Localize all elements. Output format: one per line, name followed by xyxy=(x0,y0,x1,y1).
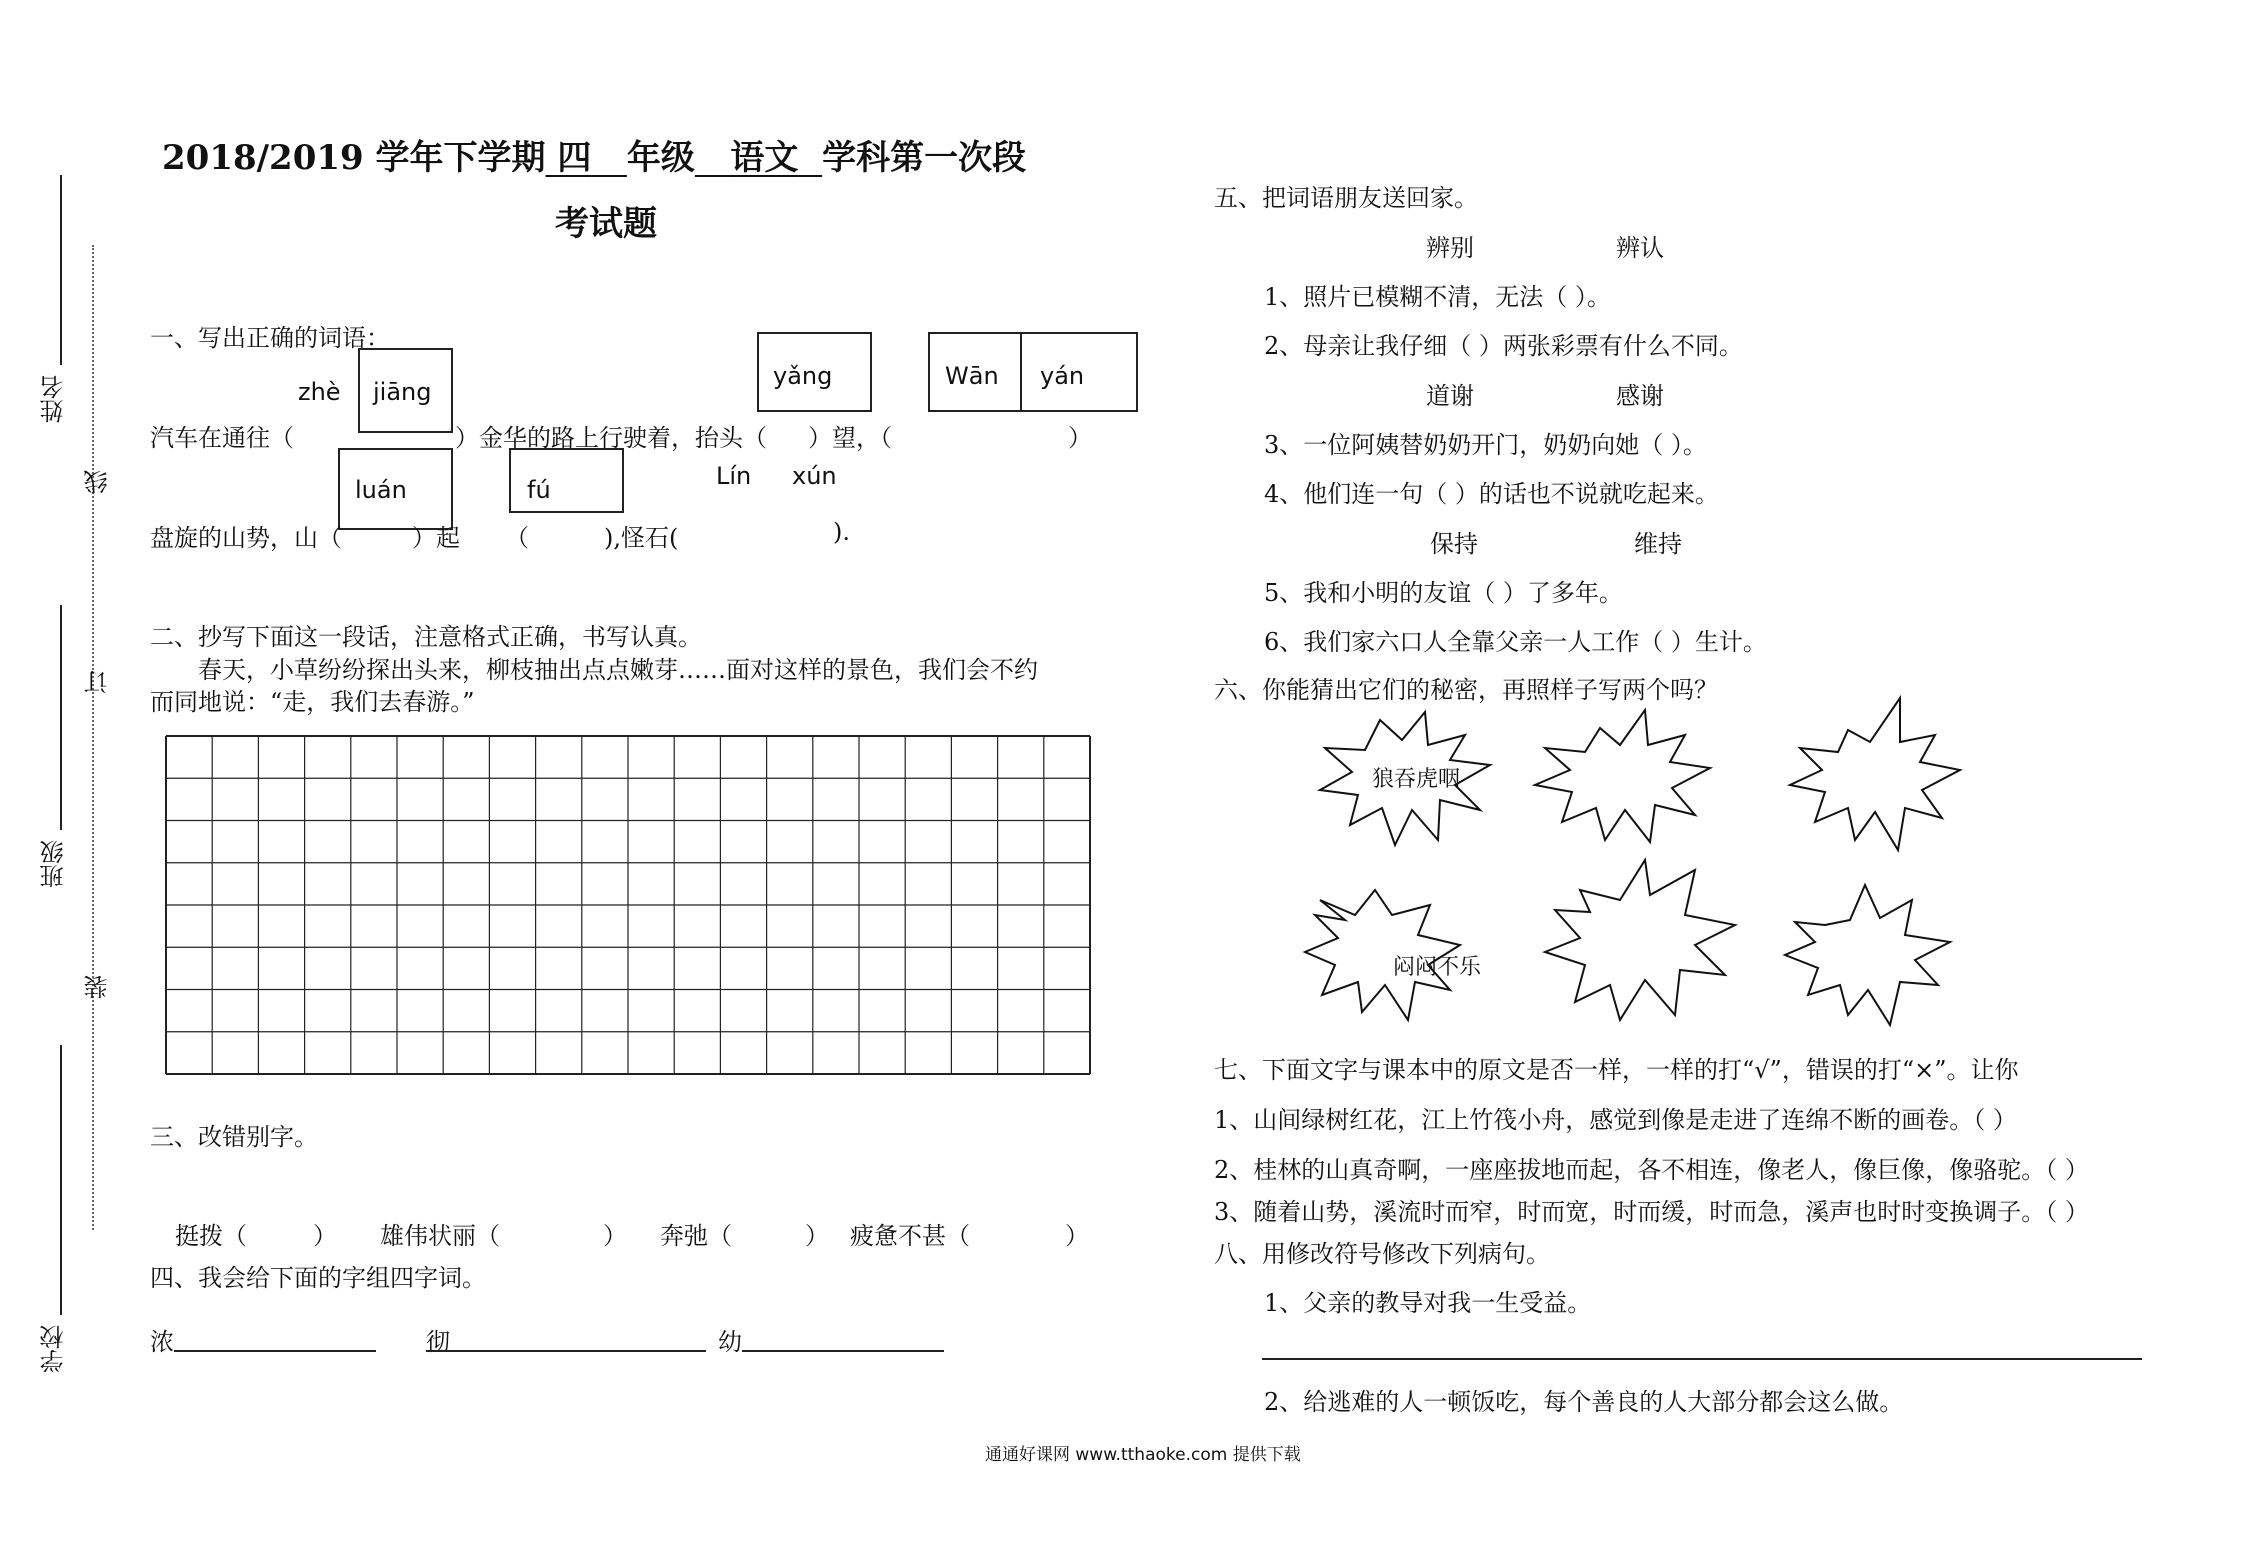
pinyin-yang: yǎng xyxy=(773,362,833,390)
pinyin-xun: xún xyxy=(792,462,837,490)
pinyin-zhe: zhè xyxy=(298,378,341,406)
pinyin-wan: Wān xyxy=(945,362,999,390)
q3-item4-close: ） xyxy=(1065,1222,1089,1250)
pinyin-luan: luán xyxy=(355,476,407,504)
pinyin-fu: fú xyxy=(527,476,551,504)
binding-line-mid xyxy=(60,605,62,830)
footer-credit: 通通好课网 www.tthaoke.com 提供下载 xyxy=(985,1445,1301,1465)
line-label: 线 xyxy=(84,470,112,494)
q3-item4: 疲惫不甚（ xyxy=(850,1222,970,1250)
q3-item3: 奔弛（ xyxy=(660,1222,732,1250)
school-label: 学校 xyxy=(40,1325,68,1373)
q1-sentence1-c: ）望，（ xyxy=(808,424,892,452)
q3-item2: 雄伟状丽（ xyxy=(380,1222,500,1250)
q3-item1: 挺拨（ xyxy=(175,1222,247,1250)
q2-heading: 二、抄写下面这一段话，注意格式正确，书写认真。 xyxy=(150,623,702,651)
q5-pair1-word1: 辨别 xyxy=(1426,234,1474,262)
q2-passage-line2: 而同地说：“走，我们去春游。” xyxy=(150,688,475,716)
q5-sentence4: 4、他们连一句（ ）的话也不说就吃起来。 xyxy=(1264,480,1719,508)
q5-sentence1: 1、照片已模糊不清，无法（ ）。 xyxy=(1264,283,1611,311)
name-label: 姓名 xyxy=(40,375,68,423)
q1-sentence1-a: 汽车在通往（ xyxy=(150,424,294,452)
title-prefix: 2018/2019 学年下学期 xyxy=(162,138,546,178)
q8-sentence1: 1、父亲的教导对我一生受益。 xyxy=(1264,1289,1592,1317)
binding-line-top xyxy=(60,175,62,365)
q5-sentence3: 3、一位阿姨替奶奶开门，奶奶向她（ ）。 xyxy=(1264,431,1707,459)
q3-item2-close: ） xyxy=(603,1222,627,1250)
q8-heading: 八、用修改符号修改下列病句。 xyxy=(1214,1240,1550,1268)
q5-pair2-word1: 道谢 xyxy=(1426,382,1474,410)
q4-char-che: 彻 xyxy=(426,1328,450,1356)
burst-blank4 xyxy=(1785,885,1950,1025)
title-grade: 四 xyxy=(557,138,592,178)
page-subtitle: 考试题 xyxy=(555,204,657,244)
q5-sentence2: 2、母亲让我仔细（ ）两张彩票有什么不同。 xyxy=(1264,332,1743,360)
q7-sentence1: 1、山间绿树红花，江上竹筏小舟，感觉到像是走进了连绵不断的画卷。（ ） xyxy=(1214,1106,2017,1134)
pinyin-box-divider xyxy=(1020,332,1022,412)
q1-sentence2-e: ). xyxy=(833,518,850,546)
q5-pair1-word2: 辨认 xyxy=(1616,234,1664,262)
zhuang-label: 装 xyxy=(84,975,112,999)
q8-sentence2: 2、给逃难的人一顿饭吃，每个善良的人大部分都会这么做。 xyxy=(1264,1388,1904,1416)
q8-answer-line[interactable] xyxy=(1262,1358,2142,1360)
q7-sentence3: 3、随着山势，溪流时而窄，时而宽，时而缓，时而急，溪声也时时变换调子。（ ） xyxy=(1214,1198,2089,1226)
burst-blank1 xyxy=(1535,710,1710,842)
q1-sentence1-b: ）金华的路上行驶着，抬头（ xyxy=(455,424,767,452)
q6-heading: 六、你能猜出它们的秘密，再照样子写两个吗？ xyxy=(1214,676,1718,704)
binding-line-lower xyxy=(60,1045,62,1315)
q4-heading: 四、我会给下面的字组四字词。 xyxy=(150,1264,486,1292)
q4-blank-you[interactable] xyxy=(742,1350,944,1352)
q1-heading: 一、写出正确的词语： xyxy=(150,324,390,352)
burst-blank2 xyxy=(1790,698,1960,850)
q4-char-you: 幼 xyxy=(718,1328,742,1356)
q1-sentence1-d: ） xyxy=(1068,424,1092,452)
page-title xyxy=(162,130,1026,179)
q5-heading: 五、把词语朋友送回家。 xyxy=(1214,184,1478,212)
q4-char-nong: 浓 xyxy=(150,1328,174,1356)
q4-blank-nong[interactable] xyxy=(174,1350,376,1352)
q7-sentence2: 2、桂林的山真奇啊，一座座拔地而起，各不相连，像老人，像巨像，像骆驼。（ ） xyxy=(1214,1156,2089,1184)
title-subject: 语文 xyxy=(730,138,799,178)
burst-example1-label: 狼吞虎咽 xyxy=(1372,767,1461,792)
q5-pair3-word1: 保持 xyxy=(1430,530,1478,558)
ding-label: 订 xyxy=(84,670,112,694)
q4-blank-che[interactable] xyxy=(426,1350,706,1352)
q3-item3-close: ） xyxy=(805,1222,829,1250)
q2-passage-line1: 春天，小草纷纷探出头来，柳枝抽出点点嫩芽……面对这样的景色，我们会不约 xyxy=(198,656,1038,684)
q5-pair2-word2: 感谢 xyxy=(1616,382,1664,410)
burst-shapes xyxy=(1300,690,2020,1050)
q5-sentence5: 5、我和小明的友谊（ ）了多年。 xyxy=(1264,579,1623,607)
q3-heading: 三、改错别字。 xyxy=(150,1123,318,1151)
class-label: 班级 xyxy=(40,840,68,888)
q1-sentence2-b: ）起 xyxy=(412,524,460,552)
q5-sentence6: 6、我们家六口人全靠父亲一人工作（ ）生计。 xyxy=(1264,628,1767,656)
q7-heading: 七、下面文字与课本中的原文是否一样，一样的打“√”，错误的打“×”。让你 xyxy=(1214,1056,2019,1084)
title-suffix: 学科第一次段 xyxy=(822,138,1027,178)
burst-blank3 xyxy=(1545,860,1735,1020)
q3-item1-close: ） xyxy=(313,1222,337,1250)
pinyin-yan: yán xyxy=(1040,362,1085,390)
q1-sentence2-a: 盘旋的山势，山（ xyxy=(150,524,342,552)
q5-pair3-word2: 维持 xyxy=(1634,530,1682,558)
q1-sentence2-d: ),怪石( xyxy=(604,524,679,552)
writing-grid[interactable] xyxy=(165,735,1091,1075)
pinyin-lin: Lín xyxy=(716,462,752,490)
pinyin-jiang: jiāng xyxy=(373,378,432,406)
binding-dotted-line xyxy=(92,245,94,1230)
q1-sentence2-c: （ xyxy=(505,524,529,552)
burst-example2-label: 闷闷不乐 xyxy=(1393,955,1482,980)
title-mid: 年级 xyxy=(626,138,695,178)
